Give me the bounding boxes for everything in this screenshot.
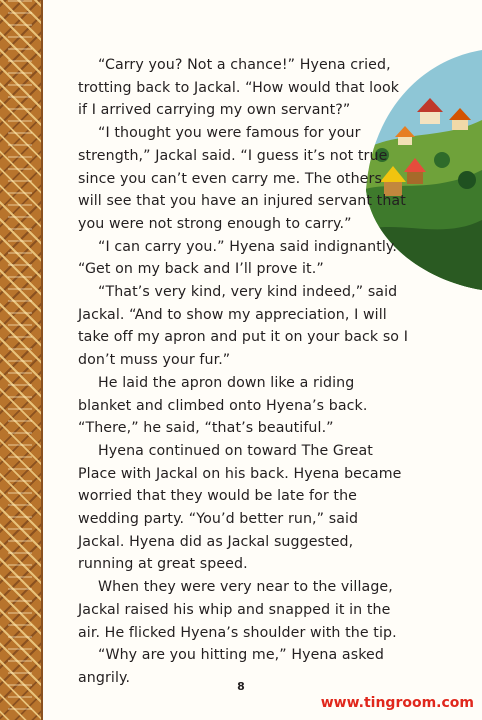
paragraph: “Carry you? Not a chance!” Hyena cried, trotting back to Jackal. “How would that look if I arrived carrying my own servant?” <box>78 57 400 119</box>
paragraph: “I can carry you.” Hyena said indignantly. “Get on my back and I’ll prove it.” <box>78 238 397 278</box>
decorative-border <box>0 0 43 720</box>
page-number: 8 <box>237 680 245 693</box>
watermark: www.tingroom.com <box>320 695 474 711</box>
paragraph: “That’s very kind, very kind indeed,” said Jackal. “And to show my appreciation, I will take off my apron and put it on your back so I don’t muss your fur.” <box>78 284 408 369</box>
paragraph: Hyena continued on toward The Great Place with Jackal on his back. Hyena became worried that they would be late for the wedding party. “You’d better run,” said Jackal. Hyena did as Jackal suggested, running at great speed. <box>78 442 402 573</box>
border-pattern <box>8 0 32 720</box>
paragraph: “I thought you were famous for your strength,” Jackal said. “I guess it’s not true since you can’t even carry me. The others will see that you have an injured servant that you were not strong enough to carry.” <box>78 125 406 232</box>
paragraph: He laid the apron down like a riding blanket and climbed onto Hyena’s back. “There,” he said, “that’s beautiful.” <box>78 374 368 437</box>
paragraph: “Why are you hitting me,” Hyena asked angrily. <box>78 647 384 686</box>
story-text <box>78 54 408 690</box>
paragraph: When they were very near to the village, Jackal raised his whip and snapped it in the air. He flicked Hyena’s shoulder with the tip. <box>78 579 397 641</box>
